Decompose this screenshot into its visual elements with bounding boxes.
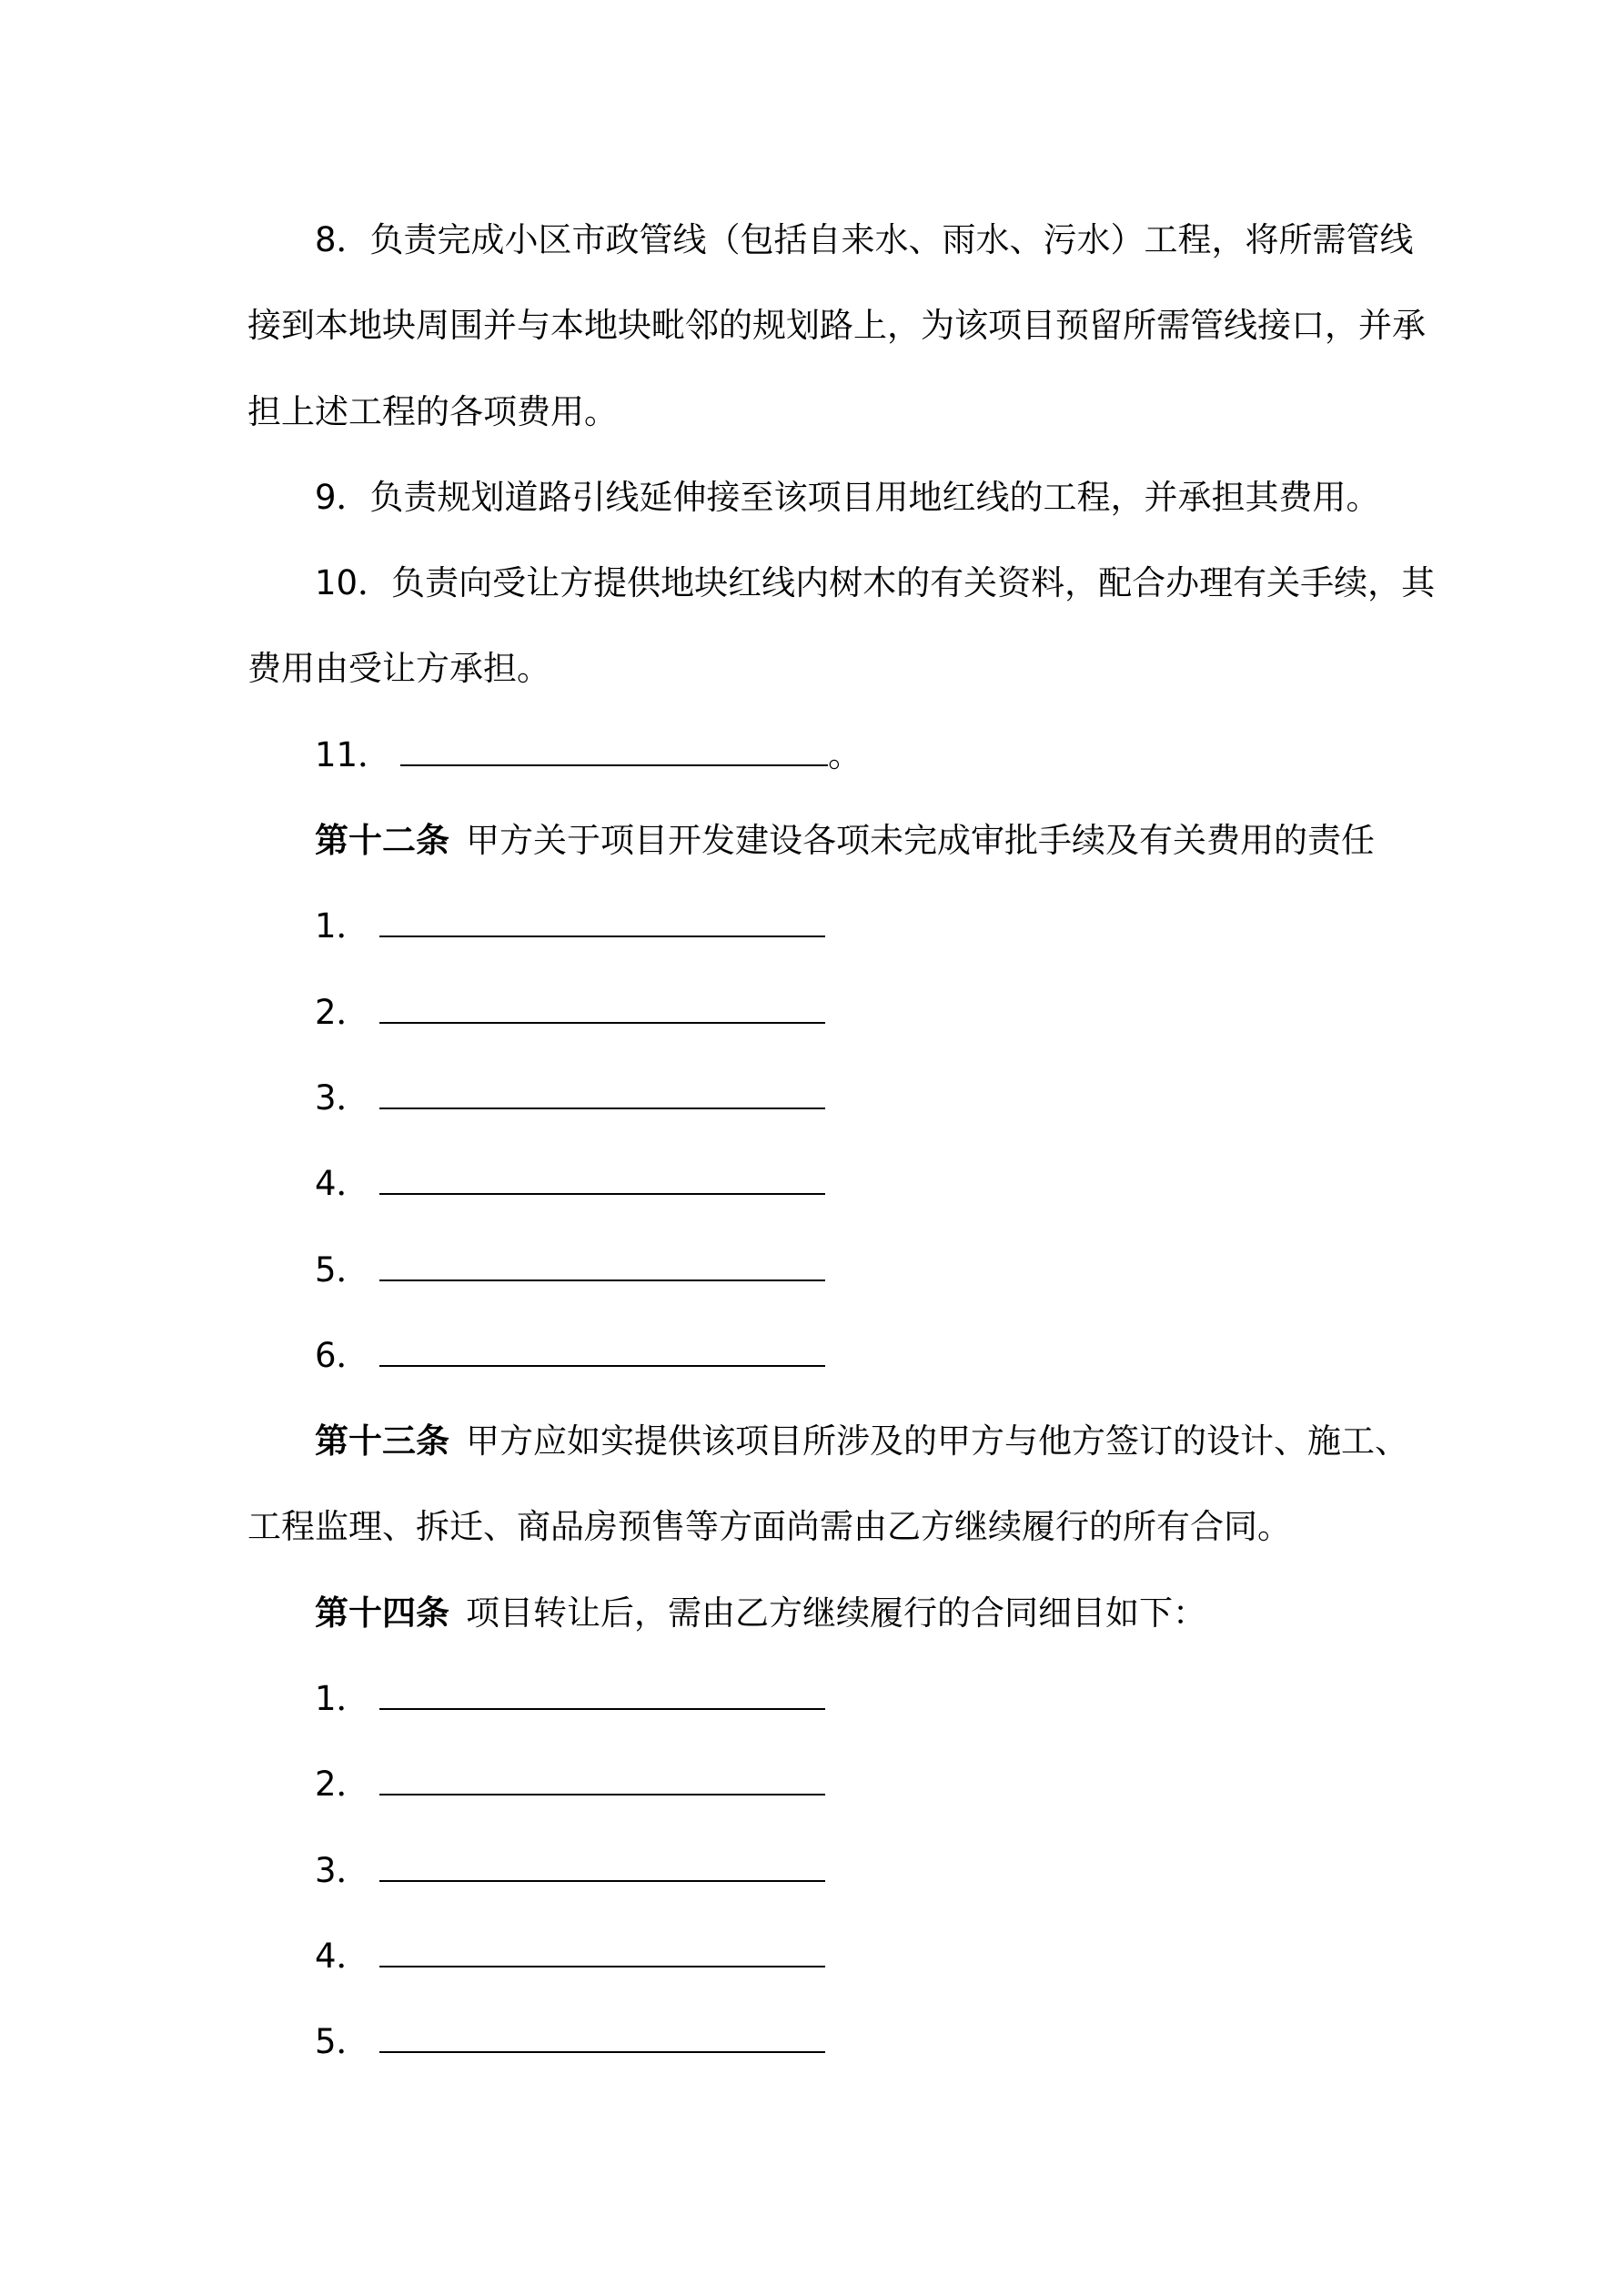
- blank-item: [247, 1228, 1388, 1313]
- blank-item: [247, 1656, 1388, 1742]
- blank-line: [379, 1929, 825, 1967]
- item-label: 3．: [315, 1077, 370, 1118]
- blank-item: [247, 1742, 1388, 1827]
- article-title: 第十四条: [315, 1593, 449, 1633]
- blank-line: [379, 899, 825, 937]
- blank-line: [400, 728, 828, 766]
- document-page: [247, 197, 1436, 2086]
- article-text: 项目转让后，需由乙方继续履行的合同细目如下：: [466, 1593, 1206, 1633]
- blank-line: [379, 1329, 825, 1367]
- blank-item: [247, 1999, 1388, 2085]
- paragraph-8-line: 8．负责完成小区市政管线（包括自来水、雨水、污水）工程，将所需管线: [315, 220, 1414, 259]
- blank-line: [379, 1243, 825, 1281]
- blank-item: [247, 970, 1388, 1056]
- article-12-heading: [247, 798, 1388, 884]
- paragraph-9: 9．负责规划道路引线延伸接至该项目用地红线的工程，并承担其费用。: [315, 477, 1380, 517]
- item-label: 3．: [315, 1850, 370, 1890]
- blank-item: [247, 884, 1388, 969]
- item-label: 2．: [315, 992, 370, 1032]
- period: 。: [828, 734, 862, 774]
- blank-line: [379, 1757, 825, 1795]
- article-title: 第十二条: [315, 821, 449, 861]
- blank-item: [247, 1914, 1388, 1999]
- paragraph-8-line: 接到本地块周围并与本地块毗邻的规划路上，为该项目预留所需管线接口，并承: [247, 306, 1426, 346]
- item-label: 1．: [315, 1679, 370, 1719]
- item-label: 2．: [315, 1765, 370, 1805]
- item-label: 4．: [315, 1936, 370, 1976]
- paragraph-8-line: 担上述工程的各项费用。: [247, 391, 618, 431]
- item-label: 5．: [315, 2022, 370, 2062]
- article-13-line: 工程监理、拆迁、商品房预售等方面尚需由乙方继续履行的所有合同。: [247, 1507, 1291, 1547]
- item-label: 4．: [315, 1164, 370, 1204]
- article-14-heading: [247, 1571, 1388, 1656]
- blank-item: [247, 1313, 1388, 1399]
- blank-item: [247, 1828, 1388, 1914]
- blank-line: [379, 1672, 825, 1710]
- item-label: 1．: [315, 906, 370, 946]
- blank-item: [247, 1141, 1388, 1227]
- blank-line: [379, 2015, 825, 2053]
- article-text: 甲方应如实提供该项目所涉及的甲方与他方签订的设计、施工、: [466, 1421, 1408, 1462]
- article-13-line: [247, 1399, 1408, 1484]
- blank-line: [379, 1157, 825, 1195]
- paragraph-10-line: 10．负责向受让方提供地块红线内树木的有关资料，配合办理有关手续，其: [315, 563, 1436, 603]
- article-text: 甲方关于项目开发建设各项未完成审批手续及有关费用的责任: [466, 821, 1375, 861]
- blank-line: [379, 1844, 825, 1882]
- item-label: 11．: [315, 734, 392, 774]
- paragraph-11: [247, 713, 1388, 798]
- blank-line: [379, 1071, 825, 1109]
- blank-item: [247, 1056, 1388, 1141]
- blank-line: [379, 986, 825, 1024]
- paragraph-10-line: 费用由受让方承担。: [247, 649, 550, 689]
- item-label: 6．: [315, 1335, 370, 1375]
- item-label: 5．: [315, 1249, 370, 1290]
- article-title: 第十三条: [315, 1421, 449, 1462]
